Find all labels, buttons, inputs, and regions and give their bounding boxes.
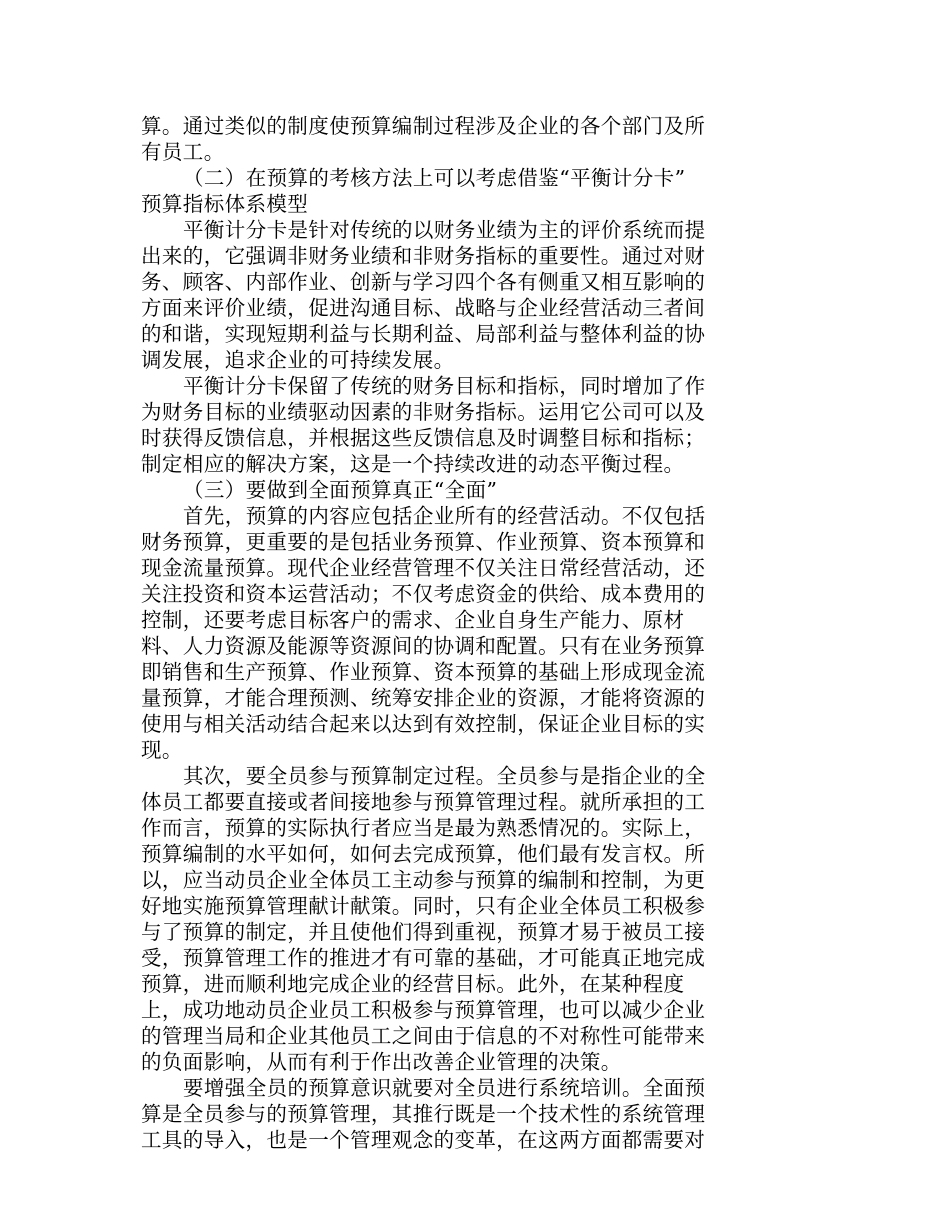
- text-line: 上，成功地动员企业员工积极参与预算管理，也可以减少企业: [141, 998, 706, 1022]
- paragraph-first-line: 平衡计分卡是针对传统的以财务业绩为主的评价系统而提: [183, 218, 706, 242]
- text-line: 的管理当局和企业其他员工之间由于信息的不对称性可能带来: [141, 1024, 706, 1048]
- text-line: 以，应当动员企业全体员工主动参与预算的编制和控制，为更: [141, 868, 706, 892]
- paragraph-first-line: 首先，预算的内容应包括企业所有的经营活动。不仅包括: [183, 504, 706, 528]
- text-line: 与了预算的制定，并且使他们得到重视，预算才易于被员工接: [141, 920, 706, 944]
- text-line: 使用与相关活动结合起来以达到有效控制，保证企业目标的实: [141, 712, 706, 736]
- text-line: 财务预算，更重要的是包括业务预算、作业预算、资本预算和: [141, 530, 706, 554]
- text-line: 受，预算管理工作的推进才有可靠的基础，才可能真正地完成: [141, 946, 706, 970]
- text-line: 务、顾客、内部作业、创新与学习四个各有侧重又相互影响的: [141, 270, 706, 294]
- text-line: 量预算，才能合理预测、统筹安排企业的资源，才能将资源的: [141, 686, 706, 710]
- text-line: 工具的导入，也是一个管理观念的变革，在这两方面都需要对: [141, 1128, 706, 1152]
- text-line: 预算，进而顺利地完成企业的经营目标。此外，在某种程度: [141, 972, 685, 996]
- text-line: 的和谐，实现短期利益与长期利益、局部利益与整体利益的协: [141, 322, 706, 346]
- text-line: 的负面影响，从而有利于作出改善企业管理的决策。: [141, 1050, 622, 1074]
- text-line: 出来的，它强调非财务业绩和非财务指标的重要性。通过对财: [141, 244, 706, 268]
- text-line: 调发展，追求企业的可持续发展。: [141, 348, 455, 372]
- text-line: 现。: [141, 738, 183, 762]
- text-line: 好地实施预算管理献计献策。同时，只有企业全体员工积极参: [141, 894, 706, 918]
- paragraph-first-line: 要增强全员的预算意识就要对全员进行系统培训。全面预: [183, 1076, 706, 1100]
- text-line: 料、人力资源及能源等资源间的协调和配置。只有在业务预算: [141, 634, 706, 658]
- paragraph-first-line: （二）在预算的考核方法上可以考虑借鉴“平衡计分卡”: [183, 166, 686, 190]
- text-line: 作而言，预算的实际执行者应当是最为熟悉情况的。实际上，: [141, 816, 706, 840]
- text-line: 时获得反馈信息，并根据这些反馈信息及时调整目标和指标；: [141, 426, 706, 450]
- document-body: [141, 113, 729, 1153]
- text-line: 预算指标体系模型: [141, 192, 309, 216]
- text-line: 为财务目标的业绩驱动因素的非财务指标。运用它公司可以及: [141, 400, 706, 424]
- paragraph-first-line: 其次，要全员参与预算制定过程。全员参与是指企业的全: [183, 764, 706, 788]
- text-line: 预算编制的水平如何，如何去完成预算，他们最有发言权。所: [141, 842, 706, 866]
- text-line: 算。通过类似的制度使预算编制过程涉及企业的各个部门及所: [141, 114, 706, 138]
- paragraph-first-line: （三）要做到全面预算真正“全面”: [183, 478, 498, 502]
- text-line: 体员工都要直接或者间接地参与预算管理过程。就所承担的工: [141, 790, 706, 814]
- text-line: 现金流量预算。现代企业经营管理不仅关注日常经营活动，还: [141, 556, 706, 580]
- text-line: 制定相应的解决方案，这是一个持续改进的动态平衡过程。: [141, 452, 685, 476]
- text-line: 算是全员参与的预算管理，其推行既是一个技术性的系统管理: [141, 1102, 706, 1126]
- text-line: 关注投资和资本运营活动；不仅考虑资金的供给、成本费用的: [141, 582, 706, 606]
- text-line: 方面来评价业绩，促进沟通目标、战略与企业经营活动三者间: [141, 296, 706, 320]
- text-line: 即销售和生产预算、作业预算、资本预算的基础上形成现金流: [141, 660, 706, 684]
- text-line: 有员工。: [141, 140, 225, 164]
- paragraph-first-line: 平衡计分卡保留了传统的财务目标和指标，同时增加了作: [183, 374, 706, 398]
- text-line: 控制，还要考虑目标客户的需求、企业自身生产能力、原材: [141, 608, 685, 632]
